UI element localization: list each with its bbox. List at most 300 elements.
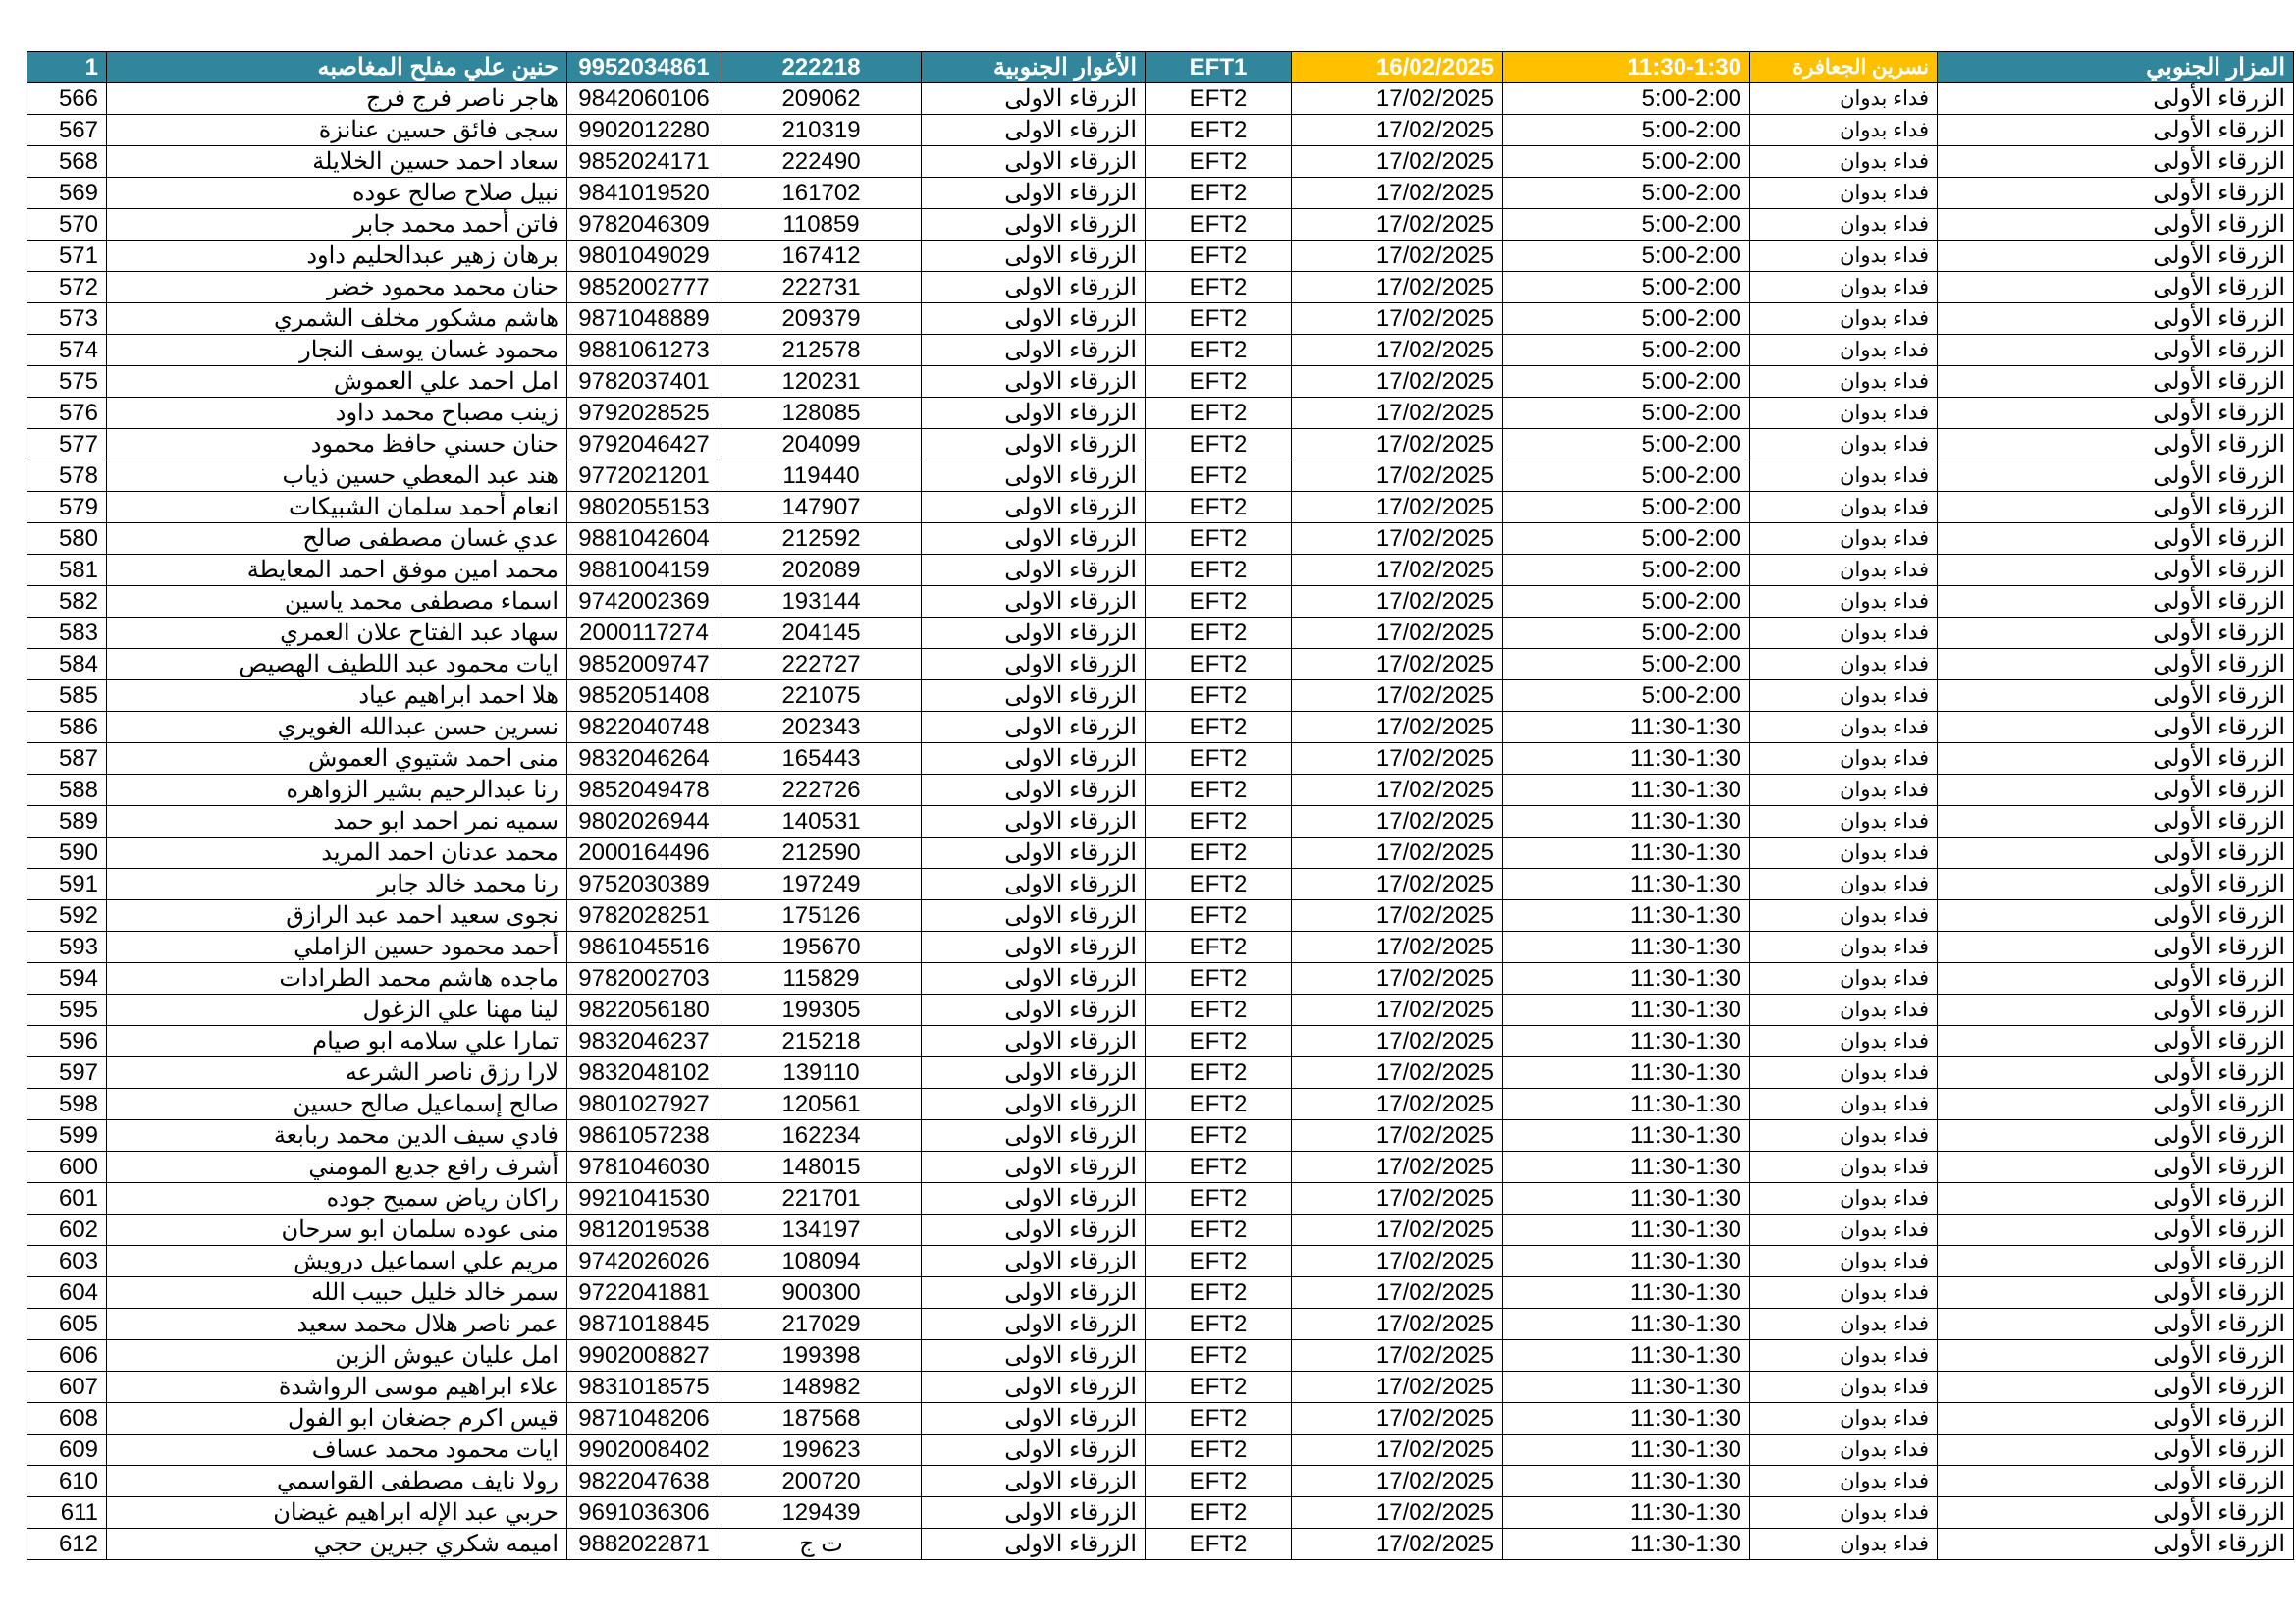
cell-eft: EFT2 — [1146, 492, 1292, 523]
cell-code: 147907 — [721, 492, 922, 523]
cell-directorate: الزرقاء الاولى — [922, 1497, 1146, 1529]
cell-location: الزرقاء الأولى — [1938, 680, 2294, 712]
cell-date: 17/02/2025 — [1292, 460, 1503, 492]
cell-name: لارا رزق ناصر الشرعه — [107, 1057, 567, 1089]
cell-directorate: الزرقاء الاولى — [922, 932, 1146, 963]
cell-name: هلا احمد ابراهيم عياد — [107, 680, 567, 712]
cell-num: 609 — [27, 1435, 107, 1466]
cell-num: 575 — [27, 366, 107, 398]
cell-location: الزرقاء الأولى — [1938, 712, 2294, 743]
cell-national-id: 9881004159 — [567, 555, 721, 586]
cell-supervisor: فداء بدوان — [1750, 806, 1938, 838]
cell-eft: EFT2 — [1146, 712, 1292, 743]
cell-national-id: 9832048102 — [567, 1057, 721, 1089]
cell-directorate: الزرقاء الاولى — [922, 838, 1146, 869]
table-row — [27, 1089, 2294, 1120]
cell-num: 606 — [27, 1340, 107, 1372]
cell-num: 580 — [27, 523, 107, 555]
cell-date: 17/02/2025 — [1292, 1497, 1503, 1529]
cell-location: الزرقاء الأولى — [1938, 869, 2294, 900]
cell-national-id: 9921041530 — [567, 1183, 721, 1215]
cell-directorate: الزرقاء الاولى — [922, 1026, 1146, 1057]
cell-national-id: 9801049029 — [567, 241, 721, 272]
cell-time: 11:30-1:30 — [1503, 743, 1750, 775]
cell-national-id: 9752030389 — [567, 869, 721, 900]
cell-time: 11:30-1:30 — [1503, 1215, 1750, 1246]
cell-code: 221701 — [721, 1183, 922, 1215]
cell-code: 119440 — [721, 460, 922, 492]
cell-directorate: الزرقاء الاولى — [922, 743, 1146, 775]
cell-name: محمد عدنان احمد المريد — [107, 838, 567, 869]
cell-num: 577 — [27, 429, 107, 460]
cell-num: 610 — [27, 1466, 107, 1497]
cell-national-id: 9812019538 — [567, 1215, 721, 1246]
cell-national-id: 9852051408 — [567, 680, 721, 712]
cell-time: 5:00-2:00 — [1503, 460, 1750, 492]
cell-national-id: 9841019520 — [567, 178, 721, 209]
cell-num: 567 — [27, 115, 107, 146]
cell-supervisor: فداء بدوان — [1750, 680, 1938, 712]
cell-directorate: الزرقاء الاولى — [922, 1277, 1146, 1309]
cell-eft: EFT2 — [1146, 1529, 1292, 1560]
cell-name: ايات محمود محمد عساف — [107, 1435, 567, 1466]
table-row — [27, 1529, 2294, 1560]
cell-num: 599 — [27, 1120, 107, 1152]
header-location: المزار الجنوبي — [1938, 52, 2294, 83]
table-row — [27, 1466, 2294, 1497]
cell-time: 11:30-1:30 — [1503, 1277, 1750, 1309]
cell-location: الزرقاء الأولى — [1938, 1403, 2294, 1435]
cell-code: 195670 — [721, 932, 922, 963]
cell-num: 579 — [27, 492, 107, 523]
cell-time: 11:30-1:30 — [1503, 1340, 1750, 1372]
cell-date: 17/02/2025 — [1292, 1529, 1503, 1560]
cell-location: الزرقاء الأولى — [1938, 775, 2294, 806]
cell-supervisor: فداء بدوان — [1750, 366, 1938, 398]
cell-code: 199398 — [721, 1340, 922, 1372]
cell-name: مريم علي اسماعيل درويش — [107, 1246, 567, 1277]
cell-location: الزرقاء الأولى — [1938, 1183, 2294, 1215]
cell-code: 197249 — [721, 869, 922, 900]
cell-supervisor: فداء بدوان — [1750, 1497, 1938, 1529]
cell-date: 17/02/2025 — [1292, 1057, 1503, 1089]
cell-code: 209379 — [721, 303, 922, 335]
cell-num: 603 — [27, 1246, 107, 1277]
cell-directorate: الزرقاء الاولى — [922, 178, 1146, 209]
cell-time: 11:30-1:30 — [1503, 900, 1750, 932]
cell-code: 202343 — [721, 712, 922, 743]
cell-national-id: 9852024171 — [567, 146, 721, 178]
cell-national-id: 9871048206 — [567, 1403, 721, 1435]
cell-time: 11:30-1:30 — [1503, 1372, 1750, 1403]
cell-eft: EFT2 — [1146, 1340, 1292, 1372]
cell-num: 600 — [27, 1152, 107, 1183]
cell-eft: EFT2 — [1146, 272, 1292, 303]
cell-date: 17/02/2025 — [1292, 1403, 1503, 1435]
cell-eft: EFT2 — [1146, 586, 1292, 618]
cell-eft: EFT2 — [1146, 178, 1292, 209]
cell-time: 11:30-1:30 — [1503, 932, 1750, 963]
cell-name: تمارا علي سلامه ابو صيام — [107, 1026, 567, 1057]
cell-location: الزرقاء الأولى — [1938, 1152, 2294, 1183]
cell-location: الزرقاء الأولى — [1938, 1372, 2294, 1403]
cell-code: 212592 — [721, 523, 922, 555]
data-table — [27, 51, 2294, 1560]
cell-name: محمود غسان يوسف النجار — [107, 335, 567, 366]
cell-date: 17/02/2025 — [1292, 649, 1503, 680]
cell-time: 5:00-2:00 — [1503, 115, 1750, 146]
table-row — [27, 963, 2294, 995]
cell-date: 17/02/2025 — [1292, 680, 1503, 712]
cell-national-id: 9871048889 — [567, 303, 721, 335]
cell-date: 17/02/2025 — [1292, 178, 1503, 209]
table-row — [27, 241, 2294, 272]
cell-code: 222490 — [721, 146, 922, 178]
cell-location: الزرقاء الأولى — [1938, 523, 2294, 555]
cell-date: 17/02/2025 — [1292, 209, 1503, 241]
cell-date: 17/02/2025 — [1292, 586, 1503, 618]
cell-location: الزرقاء الأولى — [1938, 1057, 2294, 1089]
table-row — [27, 1497, 2294, 1529]
cell-directorate: الزرقاء الاولى — [922, 1120, 1146, 1152]
cell-num: 597 — [27, 1057, 107, 1089]
cell-num: 596 — [27, 1026, 107, 1057]
cell-time: 5:00-2:00 — [1503, 303, 1750, 335]
cell-num: 601 — [27, 1183, 107, 1215]
cell-directorate: الزرقاء الاولى — [922, 460, 1146, 492]
cell-date: 17/02/2025 — [1292, 241, 1503, 272]
cell-supervisor: فداء بدوان — [1750, 1152, 1938, 1183]
cell-supervisor: فداء بدوان — [1750, 1246, 1938, 1277]
cell-name: حنان محمد محمود خضر — [107, 272, 567, 303]
cell-directorate: الزرقاء الاولى — [922, 555, 1146, 586]
cell-name: رنا عبدالرحيم بشير الزواهره — [107, 775, 567, 806]
cell-num: 572 — [27, 272, 107, 303]
cell-num: 594 — [27, 963, 107, 995]
cell-name: سجى فائق حسين عنانزة — [107, 115, 567, 146]
cell-supervisor: فداء بدوان — [1750, 555, 1938, 586]
cell-national-id: 9831018575 — [567, 1372, 721, 1403]
cell-location: الزرقاء الأولى — [1938, 932, 2294, 963]
cell-name: نبيل صلاح صالح عوده — [107, 178, 567, 209]
cell-supervisor: فداء بدوان — [1750, 1215, 1938, 1246]
table-row — [27, 1309, 2294, 1340]
cell-location: الزرقاء الأولى — [1938, 492, 2294, 523]
cell-directorate: الزرقاء الاولى — [922, 1372, 1146, 1403]
cell-eft: EFT2 — [1146, 1246, 1292, 1277]
cell-name: علاء ابراهيم موسى الرواشدة — [107, 1372, 567, 1403]
cell-time: 11:30-1:30 — [1503, 1403, 1750, 1435]
cell-date: 17/02/2025 — [1292, 1435, 1503, 1466]
cell-code: 193144 — [721, 586, 922, 618]
cell-date: 17/02/2025 — [1292, 272, 1503, 303]
cell-directorate: الزرقاء الاولى — [922, 586, 1146, 618]
cell-supervisor: فداء بدوان — [1750, 1372, 1938, 1403]
cell-date: 17/02/2025 — [1292, 995, 1503, 1026]
cell-eft: EFT2 — [1146, 398, 1292, 429]
cell-num: 568 — [27, 146, 107, 178]
cell-code: 120561 — [721, 1089, 922, 1120]
cell-num: 585 — [27, 680, 107, 712]
cell-location: الزرقاء الأولى — [1938, 83, 2294, 115]
cell-time: 11:30-1:30 — [1503, 1089, 1750, 1120]
cell-code: 148982 — [721, 1372, 922, 1403]
cell-code: 162234 — [721, 1120, 922, 1152]
cell-supervisor: فداء بدوان — [1750, 743, 1938, 775]
cell-national-id: 9772021201 — [567, 460, 721, 492]
cell-location: الزرقاء الأولى — [1938, 963, 2294, 995]
cell-name: حنان حسني حافظ محمود — [107, 429, 567, 460]
cell-supervisor: فداء بدوان — [1750, 963, 1938, 995]
cell-eft: EFT2 — [1146, 1089, 1292, 1120]
cell-directorate: الزرقاء الاولى — [922, 241, 1146, 272]
cell-num: 612 — [27, 1529, 107, 1560]
cell-code: 175126 — [721, 900, 922, 932]
table-row — [27, 743, 2294, 775]
cell-directorate: الزرقاء الاولى — [922, 429, 1146, 460]
cell-date: 17/02/2025 — [1292, 1372, 1503, 1403]
cell-national-id: 9832046264 — [567, 743, 721, 775]
cell-name: زينب مصباح محمد داود — [107, 398, 567, 429]
cell-eft: EFT2 — [1146, 1466, 1292, 1497]
cell-date: 17/02/2025 — [1292, 1120, 1503, 1152]
cell-eft: EFT2 — [1146, 963, 1292, 995]
cell-eft: EFT2 — [1146, 806, 1292, 838]
cell-directorate: الزرقاء الاولى — [922, 1340, 1146, 1372]
cell-time: 11:30-1:30 — [1503, 869, 1750, 900]
cell-directorate: الزرقاء الاولى — [922, 209, 1146, 241]
cell-directorate: الزرقاء الاولى — [922, 775, 1146, 806]
cell-location: الزرقاء الأولى — [1938, 272, 2294, 303]
cell-code: 900300 — [721, 1277, 922, 1309]
cell-location: الزرقاء الأولى — [1938, 146, 2294, 178]
cell-time: 11:30-1:30 — [1503, 1466, 1750, 1497]
cell-time: 5:00-2:00 — [1503, 209, 1750, 241]
cell-name: سمر خالد خليل حبيب الله — [107, 1277, 567, 1309]
cell-num: 578 — [27, 460, 107, 492]
cell-code: 200720 — [721, 1466, 922, 1497]
cell-name: امل عليان عيوش الزبن — [107, 1340, 567, 1372]
cell-time: 11:30-1:30 — [1503, 838, 1750, 869]
cell-location: الزرقاء الأولى — [1938, 429, 2294, 460]
header-supervisor: نسرين الجعافرة — [1750, 52, 1938, 83]
cell-num: 583 — [27, 618, 107, 649]
cell-eft: EFT2 — [1146, 1372, 1292, 1403]
cell-num: 573 — [27, 303, 107, 335]
cell-code: 187568 — [721, 1403, 922, 1435]
cell-name: فادي سيف الدين محمد ربابعة — [107, 1120, 567, 1152]
cell-code: 217029 — [721, 1309, 922, 1340]
cell-name: أشرف رافع جديع المومني — [107, 1152, 567, 1183]
cell-name: برهان زهير عبدالحليم داود — [107, 241, 567, 272]
cell-date: 17/02/2025 — [1292, 1152, 1503, 1183]
cell-location: الزرقاء الأولى — [1938, 743, 2294, 775]
cell-directorate: الزرقاء الاولى — [922, 1152, 1146, 1183]
cell-supervisor: فداء بدوان — [1750, 398, 1938, 429]
cell-supervisor: فداء بدوان — [1750, 429, 1938, 460]
cell-directorate: الزرقاء الاولى — [922, 303, 1146, 335]
cell-supervisor: فداء بدوان — [1750, 523, 1938, 555]
table-row — [27, 1026, 2294, 1057]
table-row — [27, 586, 2294, 618]
cell-code: 212590 — [721, 838, 922, 869]
cell-name: لينا مهنا علي الزغول — [107, 995, 567, 1026]
cell-num: 590 — [27, 838, 107, 869]
cell-eft: EFT2 — [1146, 932, 1292, 963]
cell-code: 215218 — [721, 1026, 922, 1057]
header-directorate: الأغوار الجنوبية — [922, 52, 1146, 83]
cell-location: الزرقاء الأولى — [1938, 618, 2294, 649]
cell-eft: EFT2 — [1146, 303, 1292, 335]
table-row — [27, 1403, 2294, 1435]
cell-supervisor: فداء بدوان — [1750, 241, 1938, 272]
cell-eft: EFT2 — [1146, 209, 1292, 241]
cell-supervisor: فداء بدوان — [1750, 115, 1938, 146]
cell-eft: EFT2 — [1146, 1152, 1292, 1183]
cell-name: صالح إسماعيل صالح حسين — [107, 1089, 567, 1120]
cell-supervisor: فداء بدوان — [1750, 869, 1938, 900]
cell-name: رولا نايف مصطفى القواسمي — [107, 1466, 567, 1497]
cell-supervisor: فداء بدوان — [1750, 1057, 1938, 1089]
cell-time: 11:30-1:30 — [1503, 806, 1750, 838]
cell-location: الزرقاء الأولى — [1938, 1340, 2294, 1372]
cell-name: فاتن أحمد محمد جابر — [107, 209, 567, 241]
table-row — [27, 1435, 2294, 1466]
cell-directorate: الزرقاء الاولى — [922, 146, 1146, 178]
header-time: 11:30-1:30 — [1503, 52, 1750, 83]
cell-location: الزرقاء الأولى — [1938, 995, 2294, 1026]
cell-supervisor: فداء بدوان — [1750, 1340, 1938, 1372]
cell-date: 17/02/2025 — [1292, 806, 1503, 838]
cell-location: الزرقاء الأولى — [1938, 649, 2294, 680]
cell-national-id: 9882022871 — [567, 1529, 721, 1560]
cell-directorate: الزرقاء الاولى — [922, 1466, 1146, 1497]
cell-location: الزرقاء الأولى — [1938, 178, 2294, 209]
cell-date: 17/02/2025 — [1292, 335, 1503, 366]
table-row — [27, 712, 2294, 743]
table-row — [27, 523, 2294, 555]
cell-num: 593 — [27, 932, 107, 963]
table-row — [27, 838, 2294, 869]
table-row — [27, 1120, 2294, 1152]
cell-time: 5:00-2:00 — [1503, 241, 1750, 272]
cell-date: 17/02/2025 — [1292, 366, 1503, 398]
table-row — [27, 900, 2294, 932]
cell-code: 204099 — [721, 429, 922, 460]
cell-name: سعاد احمد حسين الخلايلة — [107, 146, 567, 178]
cell-code: 199305 — [721, 995, 922, 1026]
cell-national-id: 9881042604 — [567, 523, 721, 555]
table-row — [27, 492, 2294, 523]
cell-eft: EFT2 — [1146, 649, 1292, 680]
cell-name: محمد امين موفق احمد المعايطة — [107, 555, 567, 586]
cell-supervisor: فداء بدوان — [1750, 272, 1938, 303]
cell-eft: EFT2 — [1146, 869, 1292, 900]
cell-date: 17/02/2025 — [1292, 1215, 1503, 1246]
cell-location: الزرقاء الأولى — [1938, 460, 2294, 492]
cell-name: اميمه شكري جبرين حجي — [107, 1529, 567, 1560]
cell-date: 17/02/2025 — [1292, 1277, 1503, 1309]
cell-national-id: 9742026026 — [567, 1246, 721, 1277]
header-code: 222218 — [721, 52, 922, 83]
cell-directorate: الزرقاء الاولى — [922, 1435, 1146, 1466]
cell-name: انعام أحمد سلمان الشبيكات — [107, 492, 567, 523]
cell-location: الزرقاء الأولى — [1938, 303, 2294, 335]
cell-eft: EFT2 — [1146, 680, 1292, 712]
cell-time: 5:00-2:00 — [1503, 272, 1750, 303]
cell-national-id: 9861057238 — [567, 1120, 721, 1152]
cell-directorate: الزرقاء الاولى — [922, 523, 1146, 555]
cell-eft: EFT2 — [1146, 555, 1292, 586]
cell-num: 608 — [27, 1403, 107, 1435]
cell-time: 11:30-1:30 — [1503, 1026, 1750, 1057]
cell-code: 129439 — [721, 1497, 922, 1529]
cell-code: 212578 — [721, 335, 922, 366]
cell-num: 569 — [27, 178, 107, 209]
cell-time: 11:30-1:30 — [1503, 1497, 1750, 1529]
cell-date: 17/02/2025 — [1292, 83, 1503, 115]
cell-name: منى عوده سلمان ابو سرحان — [107, 1215, 567, 1246]
cell-date: 17/02/2025 — [1292, 555, 1503, 586]
cell-national-id: 9852049478 — [567, 775, 721, 806]
table-row — [27, 1215, 2294, 1246]
cell-code: 210319 — [721, 115, 922, 146]
cell-supervisor: فداء بدوان — [1750, 1435, 1938, 1466]
cell-eft: EFT2 — [1146, 366, 1292, 398]
cell-directorate: الزرقاء الاولى — [922, 869, 1146, 900]
cell-directorate: الزرقاء الاولى — [922, 649, 1146, 680]
cell-name: عدي غسان مصطفى صالح — [107, 523, 567, 555]
cell-supervisor: فداء بدوان — [1750, 460, 1938, 492]
cell-time: 5:00-2:00 — [1503, 178, 1750, 209]
cell-date: 17/02/2025 — [1292, 1466, 1503, 1497]
cell-eft: EFT2 — [1146, 460, 1292, 492]
table-row — [27, 1277, 2294, 1309]
cell-num: 604 — [27, 1277, 107, 1309]
cell-num: 602 — [27, 1215, 107, 1246]
cell-location: الزرقاء الأولى — [1938, 900, 2294, 932]
cell-num: 588 — [27, 775, 107, 806]
cell-name: حربي عبد الإله ابراهيم غيضان — [107, 1497, 567, 1529]
cell-eft: EFT2 — [1146, 1183, 1292, 1215]
cell-eft: EFT2 — [1146, 1435, 1292, 1466]
cell-code: 140531 — [721, 806, 922, 838]
cell-supervisor: فداء بدوان — [1750, 146, 1938, 178]
cell-location: الزرقاء الأولى — [1938, 1026, 2294, 1057]
cell-code: 222731 — [721, 272, 922, 303]
cell-time: 11:30-1:30 — [1503, 1246, 1750, 1277]
cell-time: 5:00-2:00 — [1503, 366, 1750, 398]
cell-national-id: 9802055153 — [567, 492, 721, 523]
cell-name: هاجر ناصر فرج فرج — [107, 83, 567, 115]
cell-time: 5:00-2:00 — [1503, 555, 1750, 586]
cell-national-id: 9861045516 — [567, 932, 721, 963]
cell-eft: EFT2 — [1146, 1057, 1292, 1089]
cell-time: 5:00-2:00 — [1503, 649, 1750, 680]
cell-time: 5:00-2:00 — [1503, 618, 1750, 649]
cell-eft: EFT2 — [1146, 1120, 1292, 1152]
cell-num: 581 — [27, 555, 107, 586]
cell-code: 202089 — [721, 555, 922, 586]
cell-national-id: 9852009747 — [567, 649, 721, 680]
cell-location: الزرقاء الأولى — [1938, 1246, 2294, 1277]
cell-supervisor: فداء بدوان — [1750, 1403, 1938, 1435]
cell-directorate: الزرقاء الاولى — [922, 492, 1146, 523]
cell-date: 17/02/2025 — [1292, 398, 1503, 429]
cell-name: هند عبد المعطي حسين ذياب — [107, 460, 567, 492]
cell-supervisor: فداء بدوان — [1750, 178, 1938, 209]
table-row — [27, 115, 2294, 146]
